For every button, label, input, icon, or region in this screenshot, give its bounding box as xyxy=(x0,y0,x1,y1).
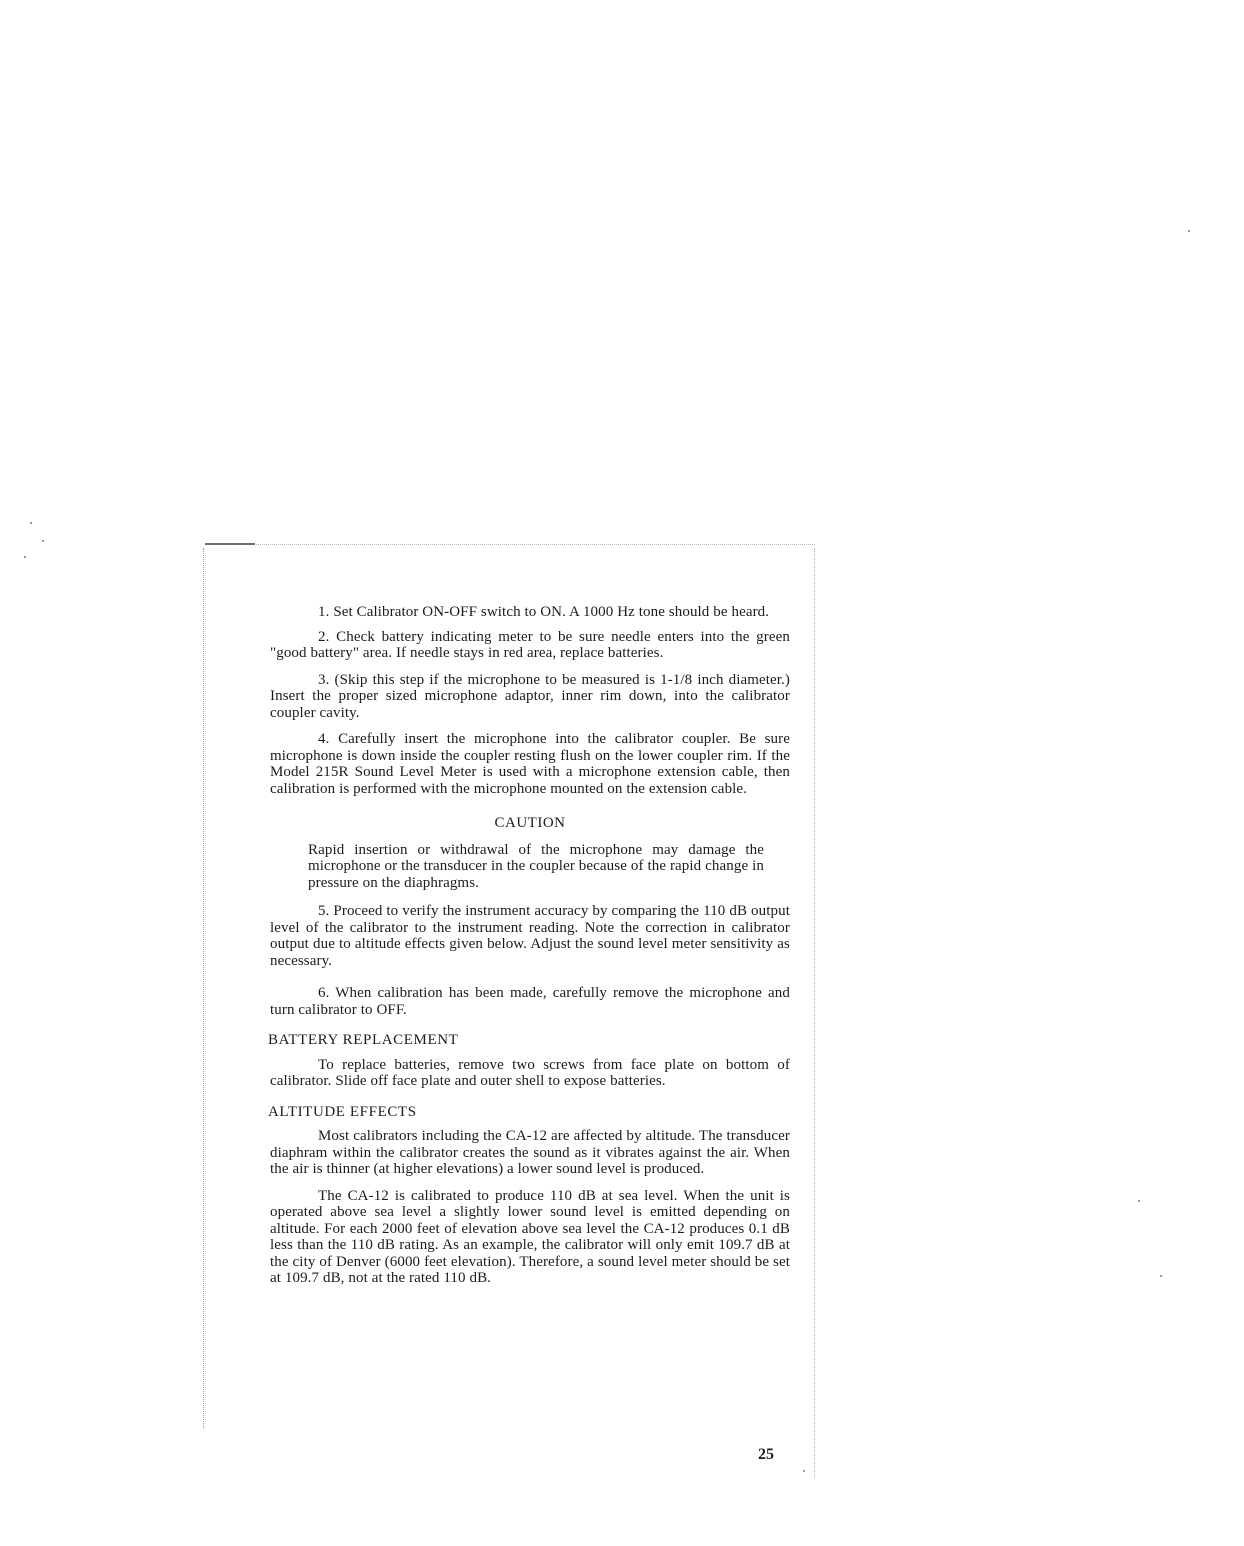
scan-speck xyxy=(42,540,44,542)
document-body xyxy=(270,604,790,1297)
step-text: When calibration has been made, carefully remove the microphone and turn calibrator to OFF. xyxy=(270,985,790,1018)
scan-speck xyxy=(1160,1275,1162,1277)
scan-speck xyxy=(24,556,26,558)
altitude-heading: ALTITUDE EFFECTS xyxy=(268,1103,417,1120)
scan-speck xyxy=(803,1470,805,1472)
altitude-paragraph-1: Most calibrators including the CA-12 are affected by altitude. The transducer diaphram within the calibrator creates the sound as it vibrates against the air. When the air is thinner (at higher elevations) a lower sound level is produced. xyxy=(270,1128,790,1177)
step-number: 4. xyxy=(318,731,330,747)
step-number: 1. xyxy=(318,604,330,620)
step-text: (Skip this step if the microphone to be measured is 1-1/8 inch diameter.) Insert the proper sized microphone adaptor, inner rim down, into the calibrator coupler cavity. xyxy=(270,671,790,721)
step-4 xyxy=(270,731,790,797)
caution-text: Rapid insertion or withdrawal of the microphone may damage the microphone or the transducer in the coupler because of the rapid change in pressure on the diaphragms. xyxy=(308,841,764,891)
step-number: 3. xyxy=(318,671,330,688)
scan-edge-right xyxy=(814,548,815,1478)
altitude-paragraph-2: The CA-12 is calibrated to produce 110 dB at sea level. When the unit is operated above sea level a slightly lower sound level is emitted depending on altitude. For each 2000 feet of elevation above sea level the CA-12 produces 0.1 dB less than the 110 dB rating. As an example, the calibrator will only emit 109.7 dB at the city of Denver (6000 feet elevation). Therefore, a sound level meter should be set at 109.7 dB, not at the rated 110 dB. xyxy=(270,1187,790,1286)
step-3 xyxy=(270,672,790,722)
step-text: Check battery indicating meter to be sure needle enters into the green "good battery" area. If needle stays in red area, replace batteries. xyxy=(270,628,790,661)
scan-edge-mark xyxy=(205,543,255,545)
battery-text: To replace batteries, remove two screws from face plate on bottom of calibrator. Slide off face plate and outer shell to expose batteries. xyxy=(270,1056,790,1089)
step-number: 6. xyxy=(318,985,330,1001)
step-number: 5. xyxy=(318,903,330,919)
scan-speck xyxy=(1188,230,1190,232)
step-text: Set Calibrator ON-OFF switch to ON. A 1000 Hz tone should be heard. xyxy=(333,604,770,620)
step-text: Proceed to verify the instrument accuracy by comparing the 110 dB output level of the calibrator to the instrument reading. Note the correction in calibrator output due to altitude effects given below. Adjust the sound level meter sensitivity as necessary. xyxy=(270,903,790,969)
scan-speck xyxy=(1138,1200,1140,1202)
step-5 xyxy=(270,903,790,969)
scan-edge-top xyxy=(205,544,815,545)
step-1 xyxy=(270,604,790,621)
step-number: 2. xyxy=(318,628,330,645)
caution-heading: CAUTION xyxy=(494,815,566,831)
scan-edge-left xyxy=(203,548,204,1428)
page-number: 25 xyxy=(758,1446,774,1463)
step-2 xyxy=(270,629,790,662)
battery-heading: BATTERY REPLACEMENT xyxy=(268,1032,459,1048)
step-text: Carefully insert the microphone into the calibrator coupler. Be sure microphone is down inside the coupler resting flush on the lower coupler rim. If the Model 215R Sound Level Meter is used with a microphone extension cable, then calibration is performed with the microphone mounted on the extension cable. xyxy=(270,731,790,797)
step-6 xyxy=(270,985,790,1018)
scan-speck xyxy=(30,522,32,524)
